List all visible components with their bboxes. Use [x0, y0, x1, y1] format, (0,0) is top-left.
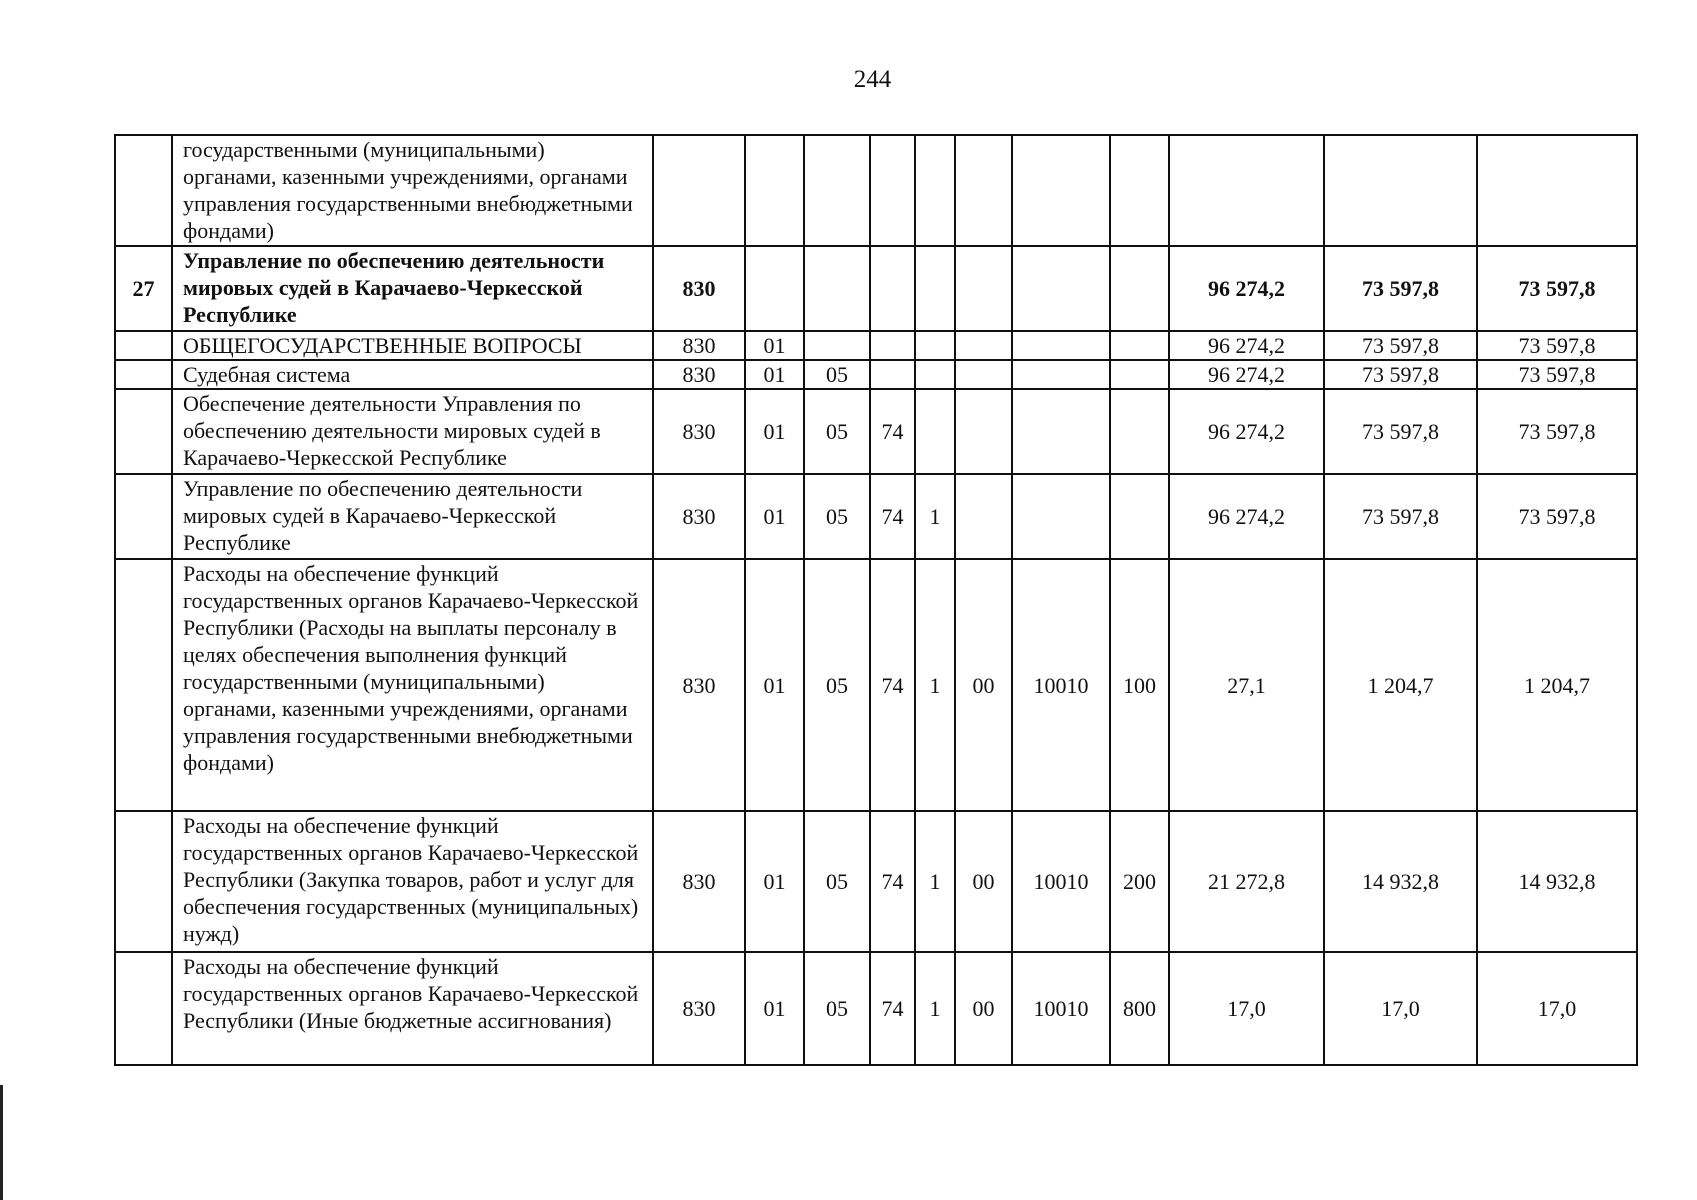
cell-subprogram [915, 389, 955, 474]
cell-sum-2: 73 597,8 [1324, 246, 1477, 331]
cell-main-event: 00 [955, 952, 1012, 1065]
cell-sum-1: 96 274,2 [1169, 331, 1324, 360]
cell-expense-type [1110, 246, 1169, 331]
cell-number: 27 [115, 246, 172, 331]
cell-main-event [955, 331, 1012, 360]
cell-ministry-code: 830 [653, 331, 745, 360]
cell-sum-3: 14 932,8 [1477, 811, 1637, 952]
table-row [115, 360, 1637, 389]
cell-sum-2: 73 597,8 [1324, 360, 1477, 389]
cell-subprogram [915, 331, 955, 360]
cell-subsection [804, 331, 870, 360]
cell-section: 01 [745, 952, 804, 1065]
cell-number [115, 559, 172, 811]
cell-sum-3 [1477, 135, 1637, 246]
cell-ministry-code: 830 [653, 559, 745, 811]
cell-direction [1012, 474, 1110, 559]
cell-section: 01 [745, 811, 804, 952]
cell-number [115, 811, 172, 952]
cell-direction [1012, 135, 1110, 246]
cell-subprogram: 1 [915, 559, 955, 811]
cell-name: Управление по обеспечению деятельности мировых судей в Карачаево-Черкесской Республике [172, 474, 653, 559]
cell-section: 01 [745, 360, 804, 389]
scan-edge-mark [0, 1085, 3, 1200]
cell-number [115, 360, 172, 389]
cell-sum-3: 1 204,7 [1477, 559, 1637, 811]
cell-program: 74 [870, 811, 915, 952]
cell-name: Судебная система [172, 360, 653, 389]
cell-sum-2: 73 597,8 [1324, 389, 1477, 474]
cell-section: 01 [745, 474, 804, 559]
cell-name: Управление по обеспечению деятельности мировых судей в Карачаево-Черкесской Республике [172, 246, 653, 331]
table-row [115, 474, 1637, 559]
cell-program: 74 [870, 952, 915, 1065]
cell-sum-2: 73 597,8 [1324, 331, 1477, 360]
table-row [115, 135, 1637, 246]
cell-ministry-code: 830 [653, 952, 745, 1065]
cell-subprogram [915, 246, 955, 331]
cell-program [870, 331, 915, 360]
cell-number [115, 389, 172, 474]
cell-expense-type: 100 [1110, 559, 1169, 811]
cell-name: Расходы на обеспечение функций государственных органов Карачаево-Черкесской Республики (Иные бюджетные ассигнования) [172, 952, 653, 1065]
table-row [115, 952, 1637, 1065]
table-row [115, 331, 1637, 360]
cell-direction [1012, 331, 1110, 360]
cell-program: 74 [870, 389, 915, 474]
cell-subsection: 05 [804, 474, 870, 559]
budget-table [114, 134, 1638, 1066]
cell-subprogram [915, 135, 955, 246]
cell-section: 01 [745, 331, 804, 360]
cell-program: 74 [870, 559, 915, 811]
cell-sum-3: 17,0 [1477, 952, 1637, 1065]
cell-expense-type [1110, 360, 1169, 389]
cell-program [870, 135, 915, 246]
cell-section: 01 [745, 389, 804, 474]
cell-subsection: 05 [804, 389, 870, 474]
cell-main-event: 00 [955, 811, 1012, 952]
cell-sum-1: 96 274,2 [1169, 389, 1324, 474]
table-row [115, 811, 1637, 952]
cell-expense-type [1110, 389, 1169, 474]
cell-expense-type [1110, 135, 1169, 246]
cell-sum-1: 96 274,2 [1169, 474, 1324, 559]
cell-expense-type [1110, 331, 1169, 360]
cell-direction: 10010 [1012, 811, 1110, 952]
cell-expense-type: 800 [1110, 952, 1169, 1065]
cell-sum-3: 73 597,8 [1477, 474, 1637, 559]
cell-name: государственными (муниципальными) органами, казенными учреждениями, органами управления государственными внебюджетными фондами) [172, 135, 653, 246]
cell-number [115, 331, 172, 360]
cell-expense-type: 200 [1110, 811, 1169, 952]
cell-sum-2: 1 204,7 [1324, 559, 1477, 811]
cell-sum-2: 14 932,8 [1324, 811, 1477, 952]
cell-sum-1: 96 274,2 [1169, 246, 1324, 331]
cell-program [870, 246, 915, 331]
table-row [115, 389, 1637, 474]
cell-main-event [955, 135, 1012, 246]
cell-subprogram: 1 [915, 811, 955, 952]
cell-direction: 10010 [1012, 952, 1110, 1065]
cell-direction: 10010 [1012, 559, 1110, 811]
cell-subsection: 05 [804, 360, 870, 389]
cell-subsection: 05 [804, 952, 870, 1065]
cell-subprogram [915, 360, 955, 389]
page-number: 244 [853, 66, 892, 93]
cell-section: 01 [745, 559, 804, 811]
cell-sum-2: 17,0 [1324, 952, 1477, 1065]
cell-subsection [804, 135, 870, 246]
table-row [115, 559, 1637, 811]
cell-sum-2 [1324, 135, 1477, 246]
cell-name: Обеспечение деятельности Управления по обеспечению деятельности мировых судей в Карачаево-Черкесской Республике [172, 389, 653, 474]
cell-main-event [955, 246, 1012, 331]
cell-direction [1012, 360, 1110, 389]
cell-name: ОБЩЕГОСУДАРСТВЕННЫЕ ВОПРОСЫ [172, 331, 653, 360]
cell-sum-1: 27,1 [1169, 559, 1324, 811]
cell-section [745, 246, 804, 331]
cell-sum-2: 73 597,8 [1324, 474, 1477, 559]
cell-sum-3: 73 597,8 [1477, 331, 1637, 360]
cell-subprogram: 1 [915, 952, 955, 1065]
cell-ministry-code: 830 [653, 360, 745, 389]
cell-section [745, 135, 804, 246]
cell-number [115, 135, 172, 246]
cell-subsection [804, 246, 870, 331]
cell-number [115, 952, 172, 1065]
cell-ministry-code: 830 [653, 811, 745, 952]
cell-sum-3: 73 597,8 [1477, 246, 1637, 331]
cell-ministry-code: 830 [653, 474, 745, 559]
cell-sum-1: 17,0 [1169, 952, 1324, 1065]
cell-name: Расходы на обеспечение функций государственных органов Карачаево-Черкесской Республики (Расходы на выплаты персоналу в целях обеспечения выполнения функций государственными (муниципальными) органами, казенными учреждениями, органами управления государственными внебюджетными фондами) [172, 559, 653, 811]
cell-ministry-code: 830 [653, 246, 745, 331]
cell-main-event: 00 [955, 559, 1012, 811]
cell-direction [1012, 389, 1110, 474]
cell-program [870, 360, 915, 389]
cell-sum-3: 73 597,8 [1477, 360, 1637, 389]
cell-subsection: 05 [804, 811, 870, 952]
cell-number [115, 474, 172, 559]
cell-sum-1: 96 274,2 [1169, 360, 1324, 389]
table-row [115, 246, 1637, 331]
cell-expense-type [1110, 474, 1169, 559]
cell-direction [1012, 246, 1110, 331]
cell-program: 74 [870, 474, 915, 559]
cell-main-event [955, 474, 1012, 559]
cell-sum-3: 73 597,8 [1477, 389, 1637, 474]
cell-subprogram: 1 [915, 474, 955, 559]
cell-sum-1: 21 272,8 [1169, 811, 1324, 952]
cell-ministry-code [653, 135, 745, 246]
cell-sum-1 [1169, 135, 1324, 246]
cell-subsection: 05 [804, 559, 870, 811]
cell-name: Расходы на обеспечение функций государственных органов Карачаево-Черкесской Республики (Закупка товаров, работ и услуг для обеспечения государственных (муниципальных) нужд) [172, 811, 653, 952]
cell-main-event [955, 389, 1012, 474]
cell-main-event [955, 360, 1012, 389]
cell-ministry-code: 830 [653, 389, 745, 474]
